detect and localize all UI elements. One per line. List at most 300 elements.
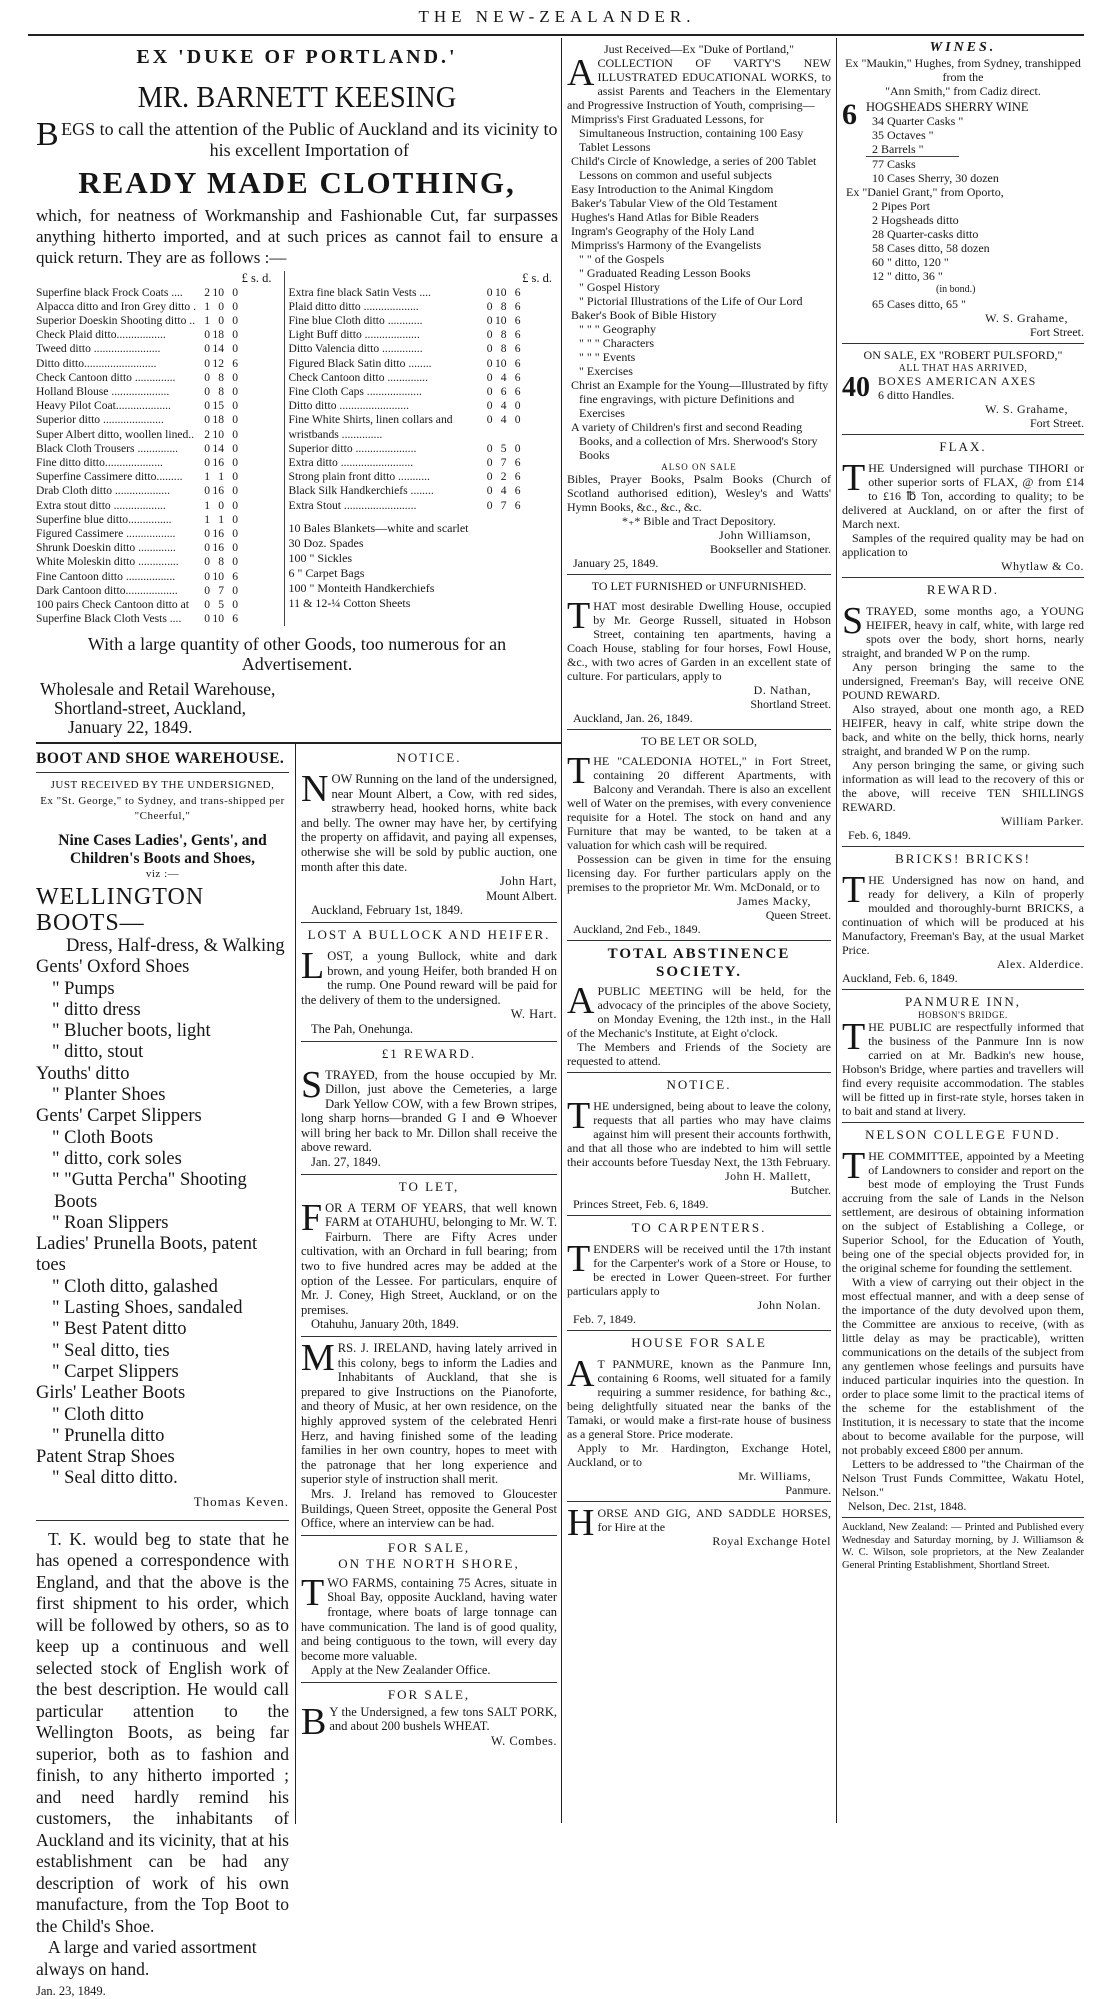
- price-pounds: 0: [204, 612, 211, 626]
- price-pence: 6: [514, 498, 521, 512]
- price-pounds: 0: [204, 527, 211, 541]
- bricks-body: THE Undersigned has now on hand, and ready for delivery, a Kiln of properly moulded and thoroughly-burnt BRICKS, a continuation of which will be produced at his Manufactory, Freeman's Bay, at the usual Market Price.: [842, 869, 1084, 957]
- price-item: Check Cantoon ditto ..............: [36, 370, 176, 384]
- price-pounds: 0: [486, 356, 493, 370]
- price-pounds: 0: [486, 399, 493, 413]
- warehouse-line: Shortland-street, Auckland,: [54, 698, 246, 719]
- price-shillings: 10: [494, 285, 507, 299]
- book-item: " " " Events: [579, 350, 636, 364]
- sale-body: TWO FARMS, containing 75 Acres, situate in Shoal Bay, opposite Auckland, having water frontage, where boats of large tonnage can have communication. The land is of good quality, and being contiguous to the town, will every day become more valuable.: [301, 1571, 557, 1663]
- mallett-date: Princes Street, Feb. 6, 1849.: [573, 1197, 709, 1211]
- shoe-item: " Cloth ditto, galashed: [52, 1276, 218, 1297]
- price-item: Light Buff ditto ...................: [288, 328, 420, 342]
- wine-item: 2 Hogsheads ditto: [872, 213, 959, 227]
- keesing-price-list-left: [36, 286, 238, 627]
- warehouse-line: Wholesale and Retail Warehouse,: [40, 679, 276, 700]
- wines-ex2: "Ann Smith," from Cadiz direct.: [885, 84, 1041, 98]
- price-shillings: 16: [212, 456, 225, 470]
- russell-signature2: Shortland Street.: [750, 697, 831, 711]
- price-pounds: 0: [204, 441, 211, 455]
- axes-body2: 6 ditto Handles.: [878, 388, 955, 402]
- flax-body2: Samples of the required quality may be had on application to: [842, 531, 1084, 559]
- price-pence: 0: [514, 413, 521, 427]
- price-pounds: 0: [486, 498, 493, 512]
- price-shillings: 8: [500, 299, 507, 313]
- price-pence: 0: [232, 385, 239, 399]
- boots-tk-note2: A large and varied assortment always on hand.: [36, 1937, 257, 1979]
- price-shillings: 5: [500, 441, 507, 455]
- price-shillings: 10: [494, 314, 507, 327]
- price-pounds: 0: [486, 342, 493, 356]
- temperance-title: TOTAL ABSTINENCE SOCIETY.: [607, 946, 791, 980]
- axes-body: BOXES AMERICAN AXES: [878, 374, 1037, 388]
- price-item: Superior ditto .....................: [36, 413, 164, 427]
- heifer-body: STRAYED, some months ago, a YOUNG HEIFER, heavy in calf, white, with large red spots over the body, short horns, nearly straight, and branded W P on the rump.: [842, 600, 1084, 660]
- temperance-body2: The Members and Friends of the Society are requested to attend.: [567, 1040, 831, 1068]
- price-row: [289, 385, 521, 399]
- price-pence: 6: [514, 484, 521, 498]
- price-pounds: 1: [204, 299, 211, 313]
- keesing-ship: EX 'DUKE OF PORTLAND.': [136, 46, 458, 68]
- college-body3: Letters to be addressed to "the Chairman of the Nelson Trust Funds Committee, Wakatu Hotel, Nelson.": [842, 1457, 1084, 1499]
- extras-item: 100 " Sickles: [288, 550, 353, 565]
- price-pounds: 2: [204, 285, 211, 299]
- price-row: [289, 342, 521, 356]
- russell-let-body: THAT most desirable Dwelling House, occupied by Mr. George Russell, situated in Hobson Street, containing ten apartments, having a Coach House, stabling for four horses, Fowl House, &c., with two acres of Garden in an excellent state of culture. For particulars, apply to: [567, 595, 831, 683]
- price-pence: 6: [514, 456, 521, 470]
- keesing-closing: With a large quantity of other Goods, too numerous for an Advertisement.: [87, 634, 507, 675]
- wine-item: Ex "Daniel Grant," from Oporto,: [846, 185, 1004, 199]
- price-row: [289, 442, 521, 456]
- flax-signature: Whytlaw & Co.: [1001, 559, 1084, 573]
- price-pence: 0: [232, 413, 239, 427]
- price-pounds: 0: [486, 456, 493, 470]
- price-item: Fine ditto ditto....................: [36, 456, 163, 470]
- price-row: [289, 357, 521, 371]
- price-row: [289, 399, 521, 413]
- book-item: Ingram's Geography of the Holy Land: [571, 224, 755, 238]
- warehouse-line: January 22, 1849.: [68, 717, 193, 738]
- wines-signature: W. S. Grahame,: [985, 311, 1068, 325]
- shoe-item: " Blucher boots, light: [52, 1021, 211, 1042]
- price-pence: 0: [232, 541, 239, 555]
- shoe-item: Ladies' Prunella Boots, patent toes: [36, 1234, 258, 1276]
- price-item: Shrunk Doeskin ditto .............: [36, 541, 176, 555]
- price-shillings: 8: [218, 555, 225, 569]
- column-three: [567, 40, 831, 1548]
- book-item: A variety of Children's first and second Reading Books, and a collection of Mrs. Sherwood's Story Books: [571, 420, 818, 462]
- shoe-item: " Best Patent ditto: [52, 1319, 187, 1340]
- price-item: Superfine blue ditto...............: [36, 512, 172, 526]
- price-row: [36, 328, 238, 342]
- boots-received: JUST RECEIVED BY THE UNDERSIGNED,: [50, 779, 275, 791]
- price-row: [36, 300, 238, 314]
- axes-signature: W. S. Grahame,: [985, 402, 1068, 416]
- reward-date: Jan. 27, 1849.: [311, 1155, 381, 1170]
- bricks-title: BRICKS! BRICKS!: [895, 851, 1031, 866]
- heifer-body3: Also strayed, about one month ago, a RED HEIFER, heavy in calf, white stripe down the back, and white on the belly, thick horns, nearly straight, and branded W P on the rump.: [842, 702, 1084, 758]
- shoe-item: " Roan Slippers: [52, 1212, 169, 1233]
- price-pounds: 1: [204, 498, 211, 512]
- caledonia-body: THE "CALEDONIA HOTEL," in Fort Street, containing 20 different Apartments, with Balcony and Verandah. There is also an excellent well of Water on the premises, with every convenience requisite for a Hotel. The stock on hand and any Furniture that may be wanted, to be taken at a valuation for which cash will be required.: [567, 750, 831, 852]
- price-shillings: 4: [500, 399, 507, 413]
- price-shillings: 12: [212, 356, 225, 370]
- shoe-item: " Cloth Boots: [52, 1127, 154, 1148]
- currency-header: £ s. d.: [522, 271, 552, 285]
- price-pence: 6: [514, 285, 521, 299]
- price-pounds: 0: [204, 413, 211, 427]
- price-item: Super Albert ditto, woollen lined..: [36, 427, 195, 441]
- boots-list: [36, 884, 289, 1490]
- price-pence: 6: [232, 569, 239, 583]
- price-pence: 0: [232, 470, 239, 484]
- wines-title: WINES.: [929, 40, 997, 55]
- price-shillings: 18: [212, 328, 225, 342]
- price-item: Check Plaid ditto.................: [36, 328, 166, 342]
- college-title: NELSON COLLEGE FUND.: [865, 1127, 1061, 1142]
- house-signature2: Panmure.: [785, 1483, 831, 1497]
- extras-item: 30 Doz. Spades: [288, 535, 364, 550]
- shoe-item: Youths' ditto: [36, 1063, 130, 1084]
- price-shillings: 7: [500, 498, 507, 512]
- price-pounds: 0: [204, 541, 211, 555]
- masthead: THE NEW-ZEALANDER.: [418, 7, 696, 26]
- inn-body: THE PUBLIC are respectfully informed that the business of the Panmure Inn is now carried on at Mr. Badkin's new house, Hobson's Bridge, where parties and travellers will find every requisite accommodation. The stables will be fitted up in first-rate style, horses taken in to bait and stand at livery.: [842, 1016, 1084, 1118]
- price-pounds: 2: [204, 427, 211, 441]
- wine-item: HOGSHEADS SHERRY WINE: [866, 100, 1029, 114]
- price-row: [36, 470, 238, 484]
- price-shillings: 10: [494, 356, 507, 370]
- varty-also-body: Bibles, Prayer Books, Psalm Books (Church of Scotland authorised edition), Wesley's and Watts' Hymn Books, &c., &c., &c.: [567, 472, 831, 514]
- wine-item: 60 " ditto, 120 ": [872, 255, 949, 269]
- boots-signature: Thomas Keven.: [193, 1493, 289, 1509]
- price-shillings: 10: [212, 285, 225, 299]
- price-shillings: 0: [218, 314, 225, 327]
- book-item: Baker's Book of Bible History: [571, 308, 717, 322]
- ireland-body2: Mrs. J. Ireland has removed to Gloucester Buildings, Queen Street, opposite the General Post Office, where an interview can be had.: [301, 1486, 557, 1531]
- price-row: [289, 328, 521, 342]
- price-item: Heavy Pilot Coat...................: [36, 399, 171, 413]
- price-pence: 0: [232, 583, 239, 597]
- price-shillings: 10: [212, 569, 225, 583]
- price-shillings: 1: [218, 512, 225, 526]
- notice-date: Auckland, February 1st, 1849.: [311, 903, 464, 918]
- price-row: [289, 371, 521, 385]
- book-item: " " of the Gospels: [579, 252, 665, 266]
- price-item: Ditto ditto.........................: [36, 356, 157, 370]
- bricks-signature: Alex. Alderdice.: [997, 957, 1084, 971]
- shoe-item: " Seal ditto ditto.: [52, 1468, 178, 1489]
- price-row: [289, 286, 521, 300]
- carpenters-title: TO CARPENTERS.: [631, 1220, 767, 1235]
- extras-item: 100 " Monteith Handkerchiefs: [288, 580, 435, 595]
- price-item: White Moleskin ditto ..............: [36, 555, 179, 569]
- axes-big-number: 40: [842, 372, 870, 403]
- price-row: [36, 442, 238, 456]
- heifer-body4: Any person bringing the same, or giving such information as will lead to the recovery of this or the above, will receive TEN SHILLINGS REWARD.: [842, 758, 1084, 814]
- lost-body: LOST, a young Bullock, white and dark brown, and young Heifer, both branded H on the rump. One Pound reward will be paid for the delivery of them to the undersigned.: [301, 944, 557, 1007]
- notice-signature: John Hart,: [499, 874, 557, 889]
- russell-signature: D. Nathan,: [753, 683, 811, 697]
- price-pence: 0: [232, 512, 239, 526]
- varty-also: ALSO ON SALE: [661, 462, 737, 472]
- price-pounds: 0: [486, 314, 493, 327]
- mallett-body: THE undersigned, being about to leave the colony, requests that all parties who may have claims against him will present their accounts forthwith, and that all those who are indebted to him will settle their accounts before Tuesday Next, the 13th February.: [567, 1095, 831, 1169]
- carpenters-signature: John Nolan.: [757, 1298, 821, 1312]
- lost-signature: W. Hart.: [510, 1007, 557, 1022]
- price-item: Superior ditto .....................: [288, 441, 417, 455]
- price-row: [36, 499, 238, 513]
- price-shillings: 16: [212, 484, 225, 498]
- price-pence: 0: [232, 370, 239, 384]
- price-item: Figured Black Satin ditto ........: [288, 356, 432, 370]
- column-four: [842, 40, 1084, 1572]
- price-shillings: 7: [500, 456, 507, 470]
- lost-place: The Pah, Onehunga.: [311, 1021, 414, 1036]
- wine-item: 34 Quarter Casks ": [872, 114, 964, 128]
- caledonia-date: Auckland, 2nd Feb., 1849.: [573, 922, 701, 936]
- shoe-item: " Cloth ditto: [52, 1404, 144, 1425]
- house-signature: Mr. Williams,: [738, 1469, 811, 1483]
- price-pence: 0: [232, 427, 239, 441]
- price-item: Alpacca ditto and Iron Grey ditto .: [36, 299, 197, 313]
- price-item: Superfine Black Cloth Vests ....: [36, 612, 182, 626]
- price-shillings: 16: [212, 541, 225, 555]
- price-pence: 0: [232, 285, 239, 299]
- price-item: Ditto Valencia ditto ..............: [288, 342, 423, 356]
- price-row: [36, 357, 238, 371]
- price-row: [289, 456, 521, 470]
- price-pounds: 0: [486, 441, 493, 455]
- keesing-extras: [289, 521, 558, 611]
- price-item: Fine Cloth Caps ...................: [288, 385, 422, 399]
- price-row: [289, 300, 521, 314]
- price-row: [36, 428, 238, 442]
- sale-subtitle: ON THE NORTH SHORE,: [338, 1555, 520, 1571]
- price-row: [36, 612, 238, 626]
- price-row: [36, 413, 238, 427]
- price-row: [36, 286, 238, 300]
- price-shillings: 8: [218, 370, 225, 384]
- college-body: THE COMMITTEE, appointed by a Meeting of Landowners to consider and report on the best mode of employing the Trust Funds accruing from the sale of Lands in the Nelson settlement, are desirous of obtaining information on the subject of Establishing a College, or Superior School, for the Education of Youth, being one of the special objects provided for, in the original scheme for founding the settlement.: [842, 1145, 1084, 1275]
- price-pounds: 0: [204, 598, 211, 612]
- sale2-signature: W. Combes.: [491, 1734, 557, 1749]
- axes-headline: ON SALE, EX "ROBERT PULSFORD,": [863, 348, 1063, 362]
- price-shillings: 10: [212, 427, 225, 441]
- shoe-item: Patent Strap Shoes: [36, 1447, 175, 1468]
- price-pence: 0: [232, 527, 239, 541]
- price-shillings: 15: [212, 399, 225, 413]
- shoe-item: " Prunella ditto: [52, 1425, 165, 1446]
- price-shillings: 14: [212, 441, 225, 455]
- shoe-item: " ditto dress: [52, 999, 141, 1020]
- price-pence: 6: [232, 356, 239, 370]
- price-pounds: 1: [204, 512, 211, 526]
- wine-item: 35 Octaves ": [872, 128, 934, 142]
- price-row: [36, 513, 238, 527]
- price-pence: 0: [232, 328, 239, 342]
- price-item: Fine blue Cloth ditto ............: [288, 314, 423, 327]
- keesing-warehouse: [36, 680, 558, 737]
- russell-let-title: TO LET FURNISHED or UNFURNISHED.: [591, 579, 807, 593]
- book-item: Hughes's Hand Atlas for Bible Readers: [571, 210, 759, 224]
- imprint: Auckland, New Zealand: — Printed and Published every Wednesday and Saturday morning, by J. Williamson & W. C. Wilson, sole proprietors, at the New Zealander General Printing Establishment, Shortland Street.: [842, 1522, 1084, 1571]
- wine-item: 2 Barrels ": [872, 142, 924, 156]
- mallett-signature: John H. Mallett,: [725, 1169, 811, 1183]
- shoe-item: " ditto, cork soles: [52, 1148, 182, 1169]
- price-item: Extra ditto .........................: [288, 456, 414, 470]
- house-body2: Apply to Mr. Hardington, Exchange Hotel, Auckland, or to: [567, 1441, 831, 1469]
- price-pounds: 0: [486, 285, 493, 299]
- shoe-item: WELLINGTON BOOTS—: [36, 884, 205, 936]
- price-item: Holland Blouse ....................: [36, 385, 170, 399]
- price-shillings: 0: [218, 299, 225, 313]
- price-item: Fine Cantoon ditto .................: [36, 569, 176, 583]
- boots-date: Jan. 23, 1849.: [36, 1984, 106, 1999]
- keesing-bottom-rule: [36, 742, 561, 744]
- shoe-item: " Lasting Shoes, sandaled: [52, 1298, 243, 1319]
- price-pence: 0: [232, 498, 239, 512]
- price-shillings: 2: [500, 470, 507, 484]
- flax-body: THE Undersigned will purchase TIHORI or other superior sorts of FLAX, @ from £14 to £16 ℔ Ton, according to quality; to be delivered at Auckland, on or after the first of March next.: [842, 457, 1084, 531]
- price-row: [289, 314, 521, 328]
- price-row: [36, 584, 238, 598]
- shoe-item: " "Gutta Percha" Shooting Boots: [52, 1170, 247, 1212]
- price-pounds: 1: [204, 470, 211, 484]
- price-shillings: 7: [218, 583, 225, 597]
- price-pounds: 0: [486, 328, 493, 342]
- extras-item: 6 " Carpet Bags: [288, 565, 365, 580]
- price-item: Dark Cantoon ditto..................: [36, 583, 178, 597]
- price-shillings: 0: [218, 498, 225, 512]
- price-shillings: 1: [218, 470, 225, 484]
- price-pence: 6: [514, 470, 521, 484]
- sale2-body: B Y the Undersigned, a few tons SALT PORK, and about 200 bushels WHEAT.: [301, 1700, 557, 1743]
- caledonia-title: TO BE LET OR SOLD,: [641, 734, 757, 748]
- price-pence: 0: [232, 598, 239, 612]
- book-item: Easy Introduction to the Animal Kingdom: [571, 182, 774, 196]
- bricks-date: Auckland, Feb. 6, 1849.: [842, 971, 958, 985]
- price-item: Extra stout ditto ..................: [36, 498, 166, 512]
- price-item: Black Cloth Trousers ..............: [36, 441, 179, 455]
- wine-item: 10 Cases Sherry, 30 dozen: [872, 171, 999, 185]
- notice-title: NOTICE.: [396, 750, 462, 765]
- price-pounds: 0: [486, 299, 493, 313]
- price-pence: 6: [514, 342, 521, 356]
- notice-place: Mount Albert.: [486, 888, 557, 903]
- price-pence: 0: [232, 484, 239, 498]
- varty-depository: *₊* Bible and Tract Depository.: [622, 514, 776, 528]
- wine-item: 65 Cases ditto, 65 ": [872, 297, 966, 311]
- price-pence: 0: [514, 441, 521, 455]
- price-shillings: 16: [212, 527, 225, 541]
- varty-date: January 25, 1849.: [573, 556, 659, 570]
- keesing-body: which, for neatness of Workmanship and Fashionable Cut, far surpasses anything hitherto imported, and at such prices as cannot fail to ensure a quick return. They are as follows :—: [36, 206, 558, 267]
- heifer-date: Feb. 6, 1849.: [848, 828, 911, 842]
- price-pence: 0: [232, 555, 239, 569]
- book-item: " Exercises: [579, 364, 633, 378]
- book-item: Christ an Example for the Young—Illustrated by fifty fine engravings, with picture Definitions and Exercises: [571, 378, 829, 420]
- boots-tk-note: T. K. would beg to state that he has opened a correspondence with England, and that the above is the first shipment to his order, which will be followed by others, so as to keep up a continuous and well selected stock of English work of the best description. He would call particular attention to the Wellington Boots, as being far superior, both as to fashion and finish, to any hitherto imported ; and need hardly remind his customers, the inhabitants of Auckland and its vicinity, that at his establishment can be had any description of work of his own manufacture, from the Top Boot to the Child's Shoe.: [36, 1528, 289, 1936]
- temperance-body: APUBLIC MEETING will be held, for the advocacy of the principles of the above Society, on Monday Evening, the 12th inst., in the Hall of the Mechanic's Institute, at Eight o'clock.: [567, 980, 831, 1040]
- mallett-signature2: Butcher.: [790, 1183, 831, 1197]
- price-pence: 0: [514, 399, 521, 413]
- book-item: Baker's Tabular View of the Old Testament: [571, 196, 778, 210]
- shoe-item: Gents' Oxford Shoes: [36, 957, 190, 978]
- mallett-title: NOTICE.: [666, 1077, 732, 1092]
- keesing-advertisement: [36, 40, 558, 737]
- shoe-item: " ditto, stout: [52, 1042, 144, 1063]
- price-item: Ditto ditto ........................: [288, 399, 409, 413]
- wine-item: (in bond.): [936, 284, 976, 295]
- price-item: Superfine Cassimere ditto.........: [36, 470, 183, 484]
- column-rule: [836, 38, 837, 1823]
- varty-intro: ACOLLECTION OF VARTY'S NEW ILLUSTRATED EDUCATIONAL WORKS, to assist Parents and Teachers in the Elementary and Progressive Instruction of Youth, comprising—: [567, 52, 831, 112]
- carpenters-date: Feb. 7, 1849.: [573, 1312, 636, 1326]
- book-item: " Graduated Reading Lesson Books: [579, 266, 751, 280]
- inn-subtitle: HOBSON'S BRIDGE.: [918, 1010, 1008, 1020]
- price-pounds: 0: [486, 385, 493, 399]
- price-pounds: 0: [204, 484, 211, 498]
- price-row: [36, 484, 238, 498]
- header-rule: [28, 34, 1084, 36]
- price-pence: 0: [232, 314, 239, 327]
- keesing-name: MR. BARNETT KEESING: [137, 79, 457, 114]
- column-two: [301, 746, 557, 1749]
- horse-signature: Royal Exchange Hotel: [712, 1534, 831, 1548]
- keesing-headline: READY MADE CLOTHING,: [78, 165, 516, 200]
- price-pounds: 0: [204, 399, 211, 413]
- extras-item: 10 Bales Blankets—white and scarlet: [288, 520, 469, 535]
- extras-item: 11 & 12-¼ Cotton Sheets: [288, 595, 411, 610]
- price-pounds: 0: [204, 555, 211, 569]
- price-item: Figured Cassimere .................: [36, 527, 176, 541]
- price-item: Superfine black Frock Coats ....: [36, 285, 183, 299]
- horse-body: HORSE AND GIG, AND SADDLE HORSES, for Hire at the: [567, 1502, 831, 1544]
- price-pence: 0: [232, 299, 239, 313]
- shoe-item: Girls' Leather Boots: [36, 1383, 186, 1404]
- price-pounds: 0: [204, 328, 211, 342]
- inn-title: PANMURE INN,: [905, 994, 1021, 1009]
- college-body2: With a view of carrying out their object in the most effectual manner, and with a deep sense of the importance of the duty devolved upon them, the Committee are anxious to receive, (with as little delay as may be practicable), written communications on the details of the subject from any gentlemen whose feelings and pursuits have induced particular inquiries into the question. In order to place some limit to the practical items of the scheme for the establishment of the Institution, it is necessary to state that the income about to become available for the purpose, will not probably exceed £800 per annum.: [842, 1275, 1084, 1457]
- farm-let-body: FOR A TERM OF YEARS, that well known FARM at OTAHUHU, belonging to Mr. W. T. Fairburn. There are Fifty Acres under cultivation, with an Orchard in full bearing; from two to five hundred acres may be added at the option of the Lessee. For particulars, enquire of Mr. J. Coney, High Street, Auckland, or on the premises.: [301, 1196, 557, 1317]
- price-row: [36, 456, 238, 470]
- price-item: Tweed ditto .......................: [36, 342, 161, 356]
- price-pence: 6: [514, 299, 521, 313]
- price-item: Check Cantoon ditto ..............: [288, 370, 428, 384]
- price-row: [36, 570, 238, 584]
- varty-book-list: [567, 112, 831, 462]
- wines-list: [846, 100, 1084, 311]
- currency-header: £ s. d.: [241, 271, 272, 285]
- wine-item: 28 Quarter-casks ditto: [872, 227, 979, 241]
- price-pence: 0: [232, 342, 239, 356]
- price-shillings: 6: [500, 385, 507, 399]
- wine-item: 77 Casks: [866, 156, 959, 171]
- book-item: Child's Circle of Knowledge, a series of 200 Tablet Lessons on common and useful subjects: [571, 154, 817, 182]
- boots-ship: Ex "St. George," to Sydney, and trans-shipped per "Cheerful,": [40, 795, 285, 822]
- price-row: [36, 371, 238, 385]
- house-title: HOUSE FOR SALE: [631, 1335, 767, 1350]
- wines-ex: Ex "Maukin," Hughes, from Sydney, transhipped from the: [845, 56, 1081, 84]
- price-shillings: 14: [212, 342, 225, 356]
- boots-title: BOOT AND SHOE WAREHOUSE.: [36, 750, 285, 767]
- price-row: [289, 499, 521, 513]
- sale2-title: FOR SALE,: [387, 1686, 471, 1702]
- carpenters-body: TENDERS will be received until the 17th instant for the Carpenter's work of a Store or House, to be erected in Lower Queen-street. For further particulars apply to: [567, 1238, 831, 1298]
- lost-title: LOST A BULLOCK AND HEIFER.: [307, 926, 551, 942]
- axes-subtitle: ALL THAT HAS ARRIVED,: [898, 363, 1028, 374]
